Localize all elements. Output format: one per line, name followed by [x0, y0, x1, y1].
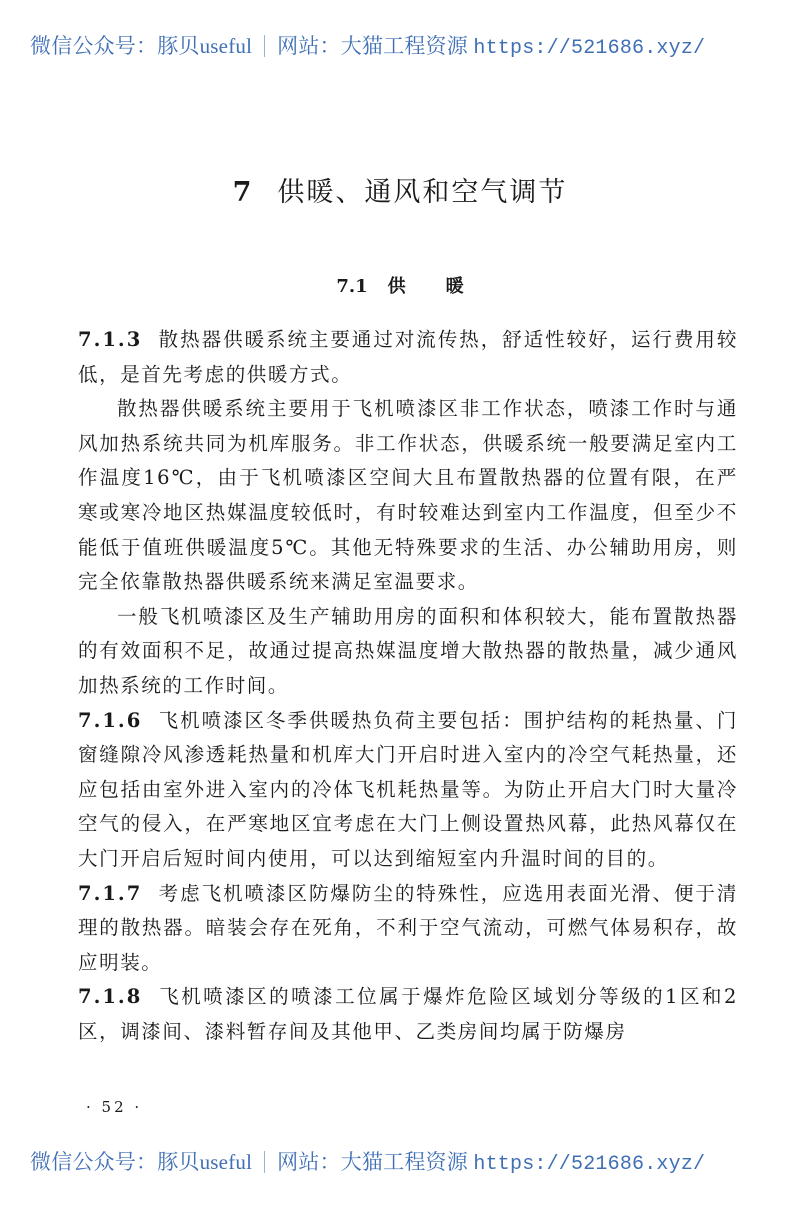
clause-text: 考虑飞机喷漆区防爆防尘的特殊性，应选用表面光滑、便于清理的散热器。暗装会存在死角，不利于空气流动，可燃气体易积存，故应明装。 [78, 881, 738, 974]
section-title-part2: 暖 [445, 276, 464, 297]
clause-7-1-3 [78, 323, 738, 392]
clause-7-1-6 [78, 704, 738, 877]
clause-number: 7.1.7 [78, 881, 143, 905]
watermark-separator [264, 1151, 265, 1173]
watermark-site-label: 网站：大猫工程资源 [277, 34, 468, 58]
clause-text: 飞机喷漆区的喷漆工位属于爆炸危险区域划分等级的1区和2区，调漆间、漆料暂存间及其他甲、乙类房间均属于防爆房 [78, 985, 738, 1043]
clause-number: 7.1.8 [78, 985, 143, 1009]
watermark-separator [264, 35, 265, 57]
section-title-part1: 供 [387, 276, 406, 297]
watermark-bottom [30, 1146, 705, 1176]
watermark-wechat-label: 微信公众号：豚贝useful [30, 34, 253, 58]
clause-text: 飞机喷漆区冬季供暖热负荷主要包括：围护结构的耗热量、门窗缝隙冷风渗透耗热量和机库大门开启时进入室内的冷空气耗热量，还应包括由室外进入室内的冷体飞机耗热量等。为防止开启大门时大量冷空气的侵入，在严寒地区宜考虑在大门上侧设置热风幕，此热风幕仅在大门开启后短时间内使用，可以达到缩短室内升温时间的目的。 [78, 708, 738, 870]
watermark-wechat-label: 微信公众号：豚贝useful [30, 1150, 253, 1174]
clause-7-1-8 [78, 980, 738, 1049]
watermark-top [30, 30, 705, 60]
page-number: · 52 · [86, 1098, 143, 1116]
body-text [78, 323, 738, 1049]
watermark-site-label: 网站：大猫工程资源 [277, 1150, 468, 1174]
chapter-title-text: 供暖、通风和空气调节 [277, 177, 568, 208]
section-number: 7.1 [336, 276, 368, 297]
clause-7-1-3-paragraph-2: 一般飞机喷漆区及生产辅助用房的面积和体积较大，能布置散热器的有效面积不足，故通过提高热媒温度增大散热器的散热量，减少通风加热系统的工作时间。 [78, 604, 738, 697]
clause-7-1-7 [78, 877, 738, 981]
clause-7-1-3-paragraph-1: 散热器供暖系统主要用于飞机喷漆区非工作状态，喷漆工作时与通风加热系统共同为机库服务。非工作状态，供暖系统一般要满足室内工作温度16℃，由于飞机喷漆区空间大且布置散热器的位置有限，在严寒或寒冷地区热媒温度较低时，有时较难达到室内工作温度，但至少不能低于值班供暖温度5℃。其他无特殊要求的生活、办公辅助用房，则完全依靠散热器供暖系统来满足室温要求。 [78, 397, 738, 594]
clause-number: 7.1.3 [78, 328, 143, 351]
watermark-url[interactable]: https://521686.xyz/ [473, 1153, 706, 1176]
chapter-number: 7 [232, 177, 254, 208]
chapter-title [0, 170, 800, 209]
section-title [0, 272, 800, 298]
clause-number: 7.1.6 [78, 708, 143, 732]
clause-text: 散热器供暖系统主要通过对流传热，舒适性较好，运行费用较低，是首先考虑的供暖方式。 [78, 328, 738, 386]
watermark-url[interactable]: https://521686.xyz/ [473, 37, 706, 60]
